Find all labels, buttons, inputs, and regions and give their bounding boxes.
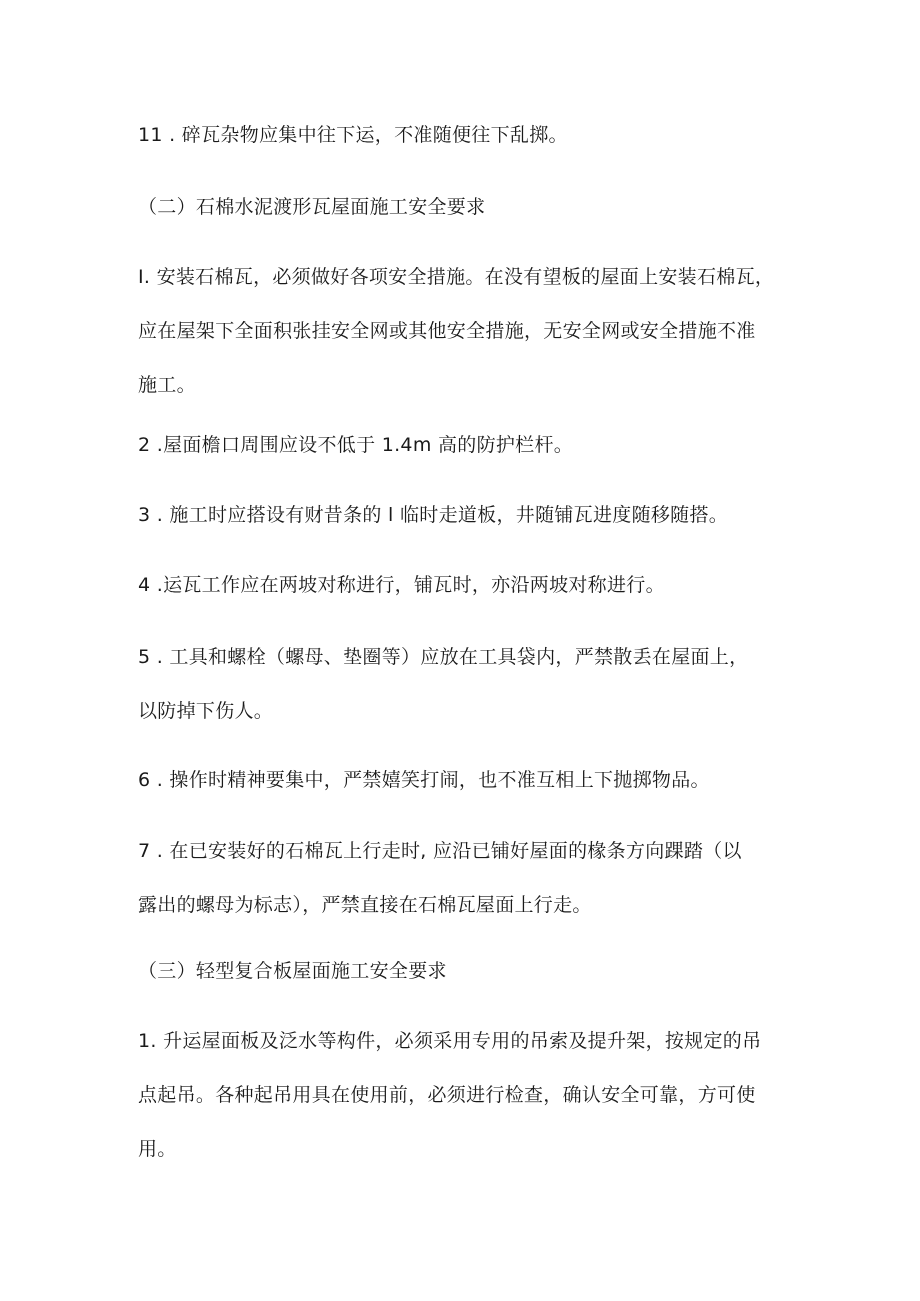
text-line: 2 .屋面檐口周围应设不低于 1.4m 高的防护栏杆。 [138, 434, 574, 456]
text-line: 3 . 施工时应搭设有财昔条的 l 临时走道板，井随铺瓦进度随移随搭。 [138, 504, 729, 526]
text-line: 施工。 [138, 374, 196, 396]
text-line: 1. 升运屋面板及泛水等构件，必须采用专用的吊索及提升架，按规定的吊 [138, 1030, 762, 1052]
paragraph-s2-item-3 [138, 488, 798, 542]
text-line: 点起吊。各种起吊用具在使用前，必须进行检查，确认安全可靠，方可使 [138, 1084, 756, 1106]
paragraph-s3-item-1 [138, 1014, 798, 1176]
text-line: （三）轻型复合板屋面施工安全要求 [138, 960, 447, 982]
text-line: 以防掉下伤人。 [138, 700, 274, 722]
paragraph-s2-item-5 [138, 630, 798, 738]
paragraph-s2-item-2 [138, 418, 798, 472]
paragraph-s2-item-7 [138, 824, 798, 932]
text-line: 7 . 在已安装好的石棉瓦上行走时, 应沿已铺好屋面的椽条方向踝踏（以 [138, 840, 742, 862]
text-line: 11 . 碎瓦杂物应集中往下运，不准随便往下乱掷。 [138, 124, 568, 146]
paragraph-item-11 [138, 108, 798, 162]
text-line: 6 . 操作时精神要集中，严禁嬉笑打闹，也不准互相上下抛掷物品。 [138, 769, 710, 791]
text-line: I. 安装石棉瓦，必须做好各项安全措施。在没有望板的屋面上安装石棉瓦， [138, 266, 775, 288]
paragraph-s2-item-1 [138, 250, 798, 412]
section-heading-2 [138, 180, 798, 234]
text-line: 应在屋架下全面积张挂安全网或其他安全措施，无安全网或安全措施不准 [138, 320, 756, 342]
text-line: 4 .运瓦工作应在两坡对称进行，铺瓦时，亦沿两坡对称进行。 [138, 574, 665, 596]
text-line: （二）石棉水泥渡形瓦屋面施工安全要求 [138, 196, 486, 218]
text-line: 5 . 工具和螺栓（螺母、垫圈等）应放在工具袋内，严禁散丢在屋面上， [138, 646, 749, 668]
section-heading-3 [138, 944, 798, 998]
paragraph-s2-item-4 [138, 558, 798, 612]
text-line: 露出的螺母为标志），严禁直接在石棉瓦屋面上行走。 [138, 894, 592, 916]
text-line: 用。 [138, 1138, 177, 1160]
paragraph-s2-item-6 [138, 753, 798, 807]
